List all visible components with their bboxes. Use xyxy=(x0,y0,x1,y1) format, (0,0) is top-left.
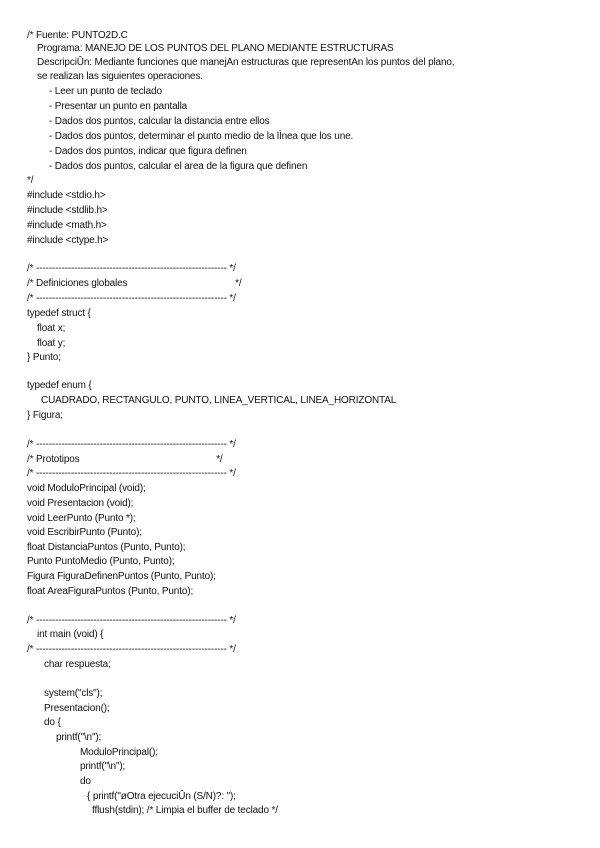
code-line: int main (void) { xyxy=(37,629,104,640)
code-line: CUADRADO, RECTANGULO, PUNTO, LINEA_VERTICAL, LINEA_HORIZONTAL xyxy=(41,395,397,406)
code-line: typedef struct { xyxy=(27,308,91,319)
code-line: - Dados dos puntos, determinar el punto medio de la lÌnea que los une. xyxy=(49,131,354,142)
code-line: - Dados dos puntos, calcular la distancia entre ellos xyxy=(49,116,270,127)
code-line: DescripciÛn: Mediante funciones que manejAn estructuras que representAn los puntos del plano, xyxy=(37,57,455,68)
code-line: /* ------------------------------------------------------------ */ xyxy=(27,615,236,626)
code-line: void LeerPunto (Punto *); xyxy=(27,513,136,524)
code-line: float DistanciaPuntos (Punto, Punto); xyxy=(27,542,186,553)
code-line: float x; xyxy=(37,323,66,334)
code-line: void EscribirPunto (Punto); xyxy=(27,527,142,538)
code-line: se realizan las siguientes operaciones. xyxy=(37,71,203,82)
code-line: #include <ctype.h> xyxy=(27,235,109,246)
code-line: Figura FiguraDefinenPuntos (Punto, Punto); xyxy=(27,571,216,582)
code-line: - Dados dos puntos, calcular el area de la figura que definen xyxy=(49,161,308,172)
code-line: Presentacion(); xyxy=(44,703,110,714)
code-line: - Leer un punto de teclado xyxy=(49,86,162,97)
code-line: } Figura; xyxy=(27,410,63,421)
code-line: typedef enum { xyxy=(27,380,92,391)
code-line: /* ------------------------------------------------------------ */ xyxy=(27,263,236,274)
code-line: } Punto; xyxy=(27,352,61,363)
code-line: */ xyxy=(27,175,34,186)
code-line: char respuesta; xyxy=(44,659,111,670)
code-line: float AreaFiguraPuntos (Punto, Punto); xyxy=(27,586,194,597)
code-line: void ModuloPrincipal (void); xyxy=(27,483,146,494)
code-line: /* ------------------------------------------------------------ */ xyxy=(27,439,236,450)
code-line: fflush(stdin); /* Limpia el buffer de teclado */ xyxy=(92,805,278,816)
code-line: ModuloPrincipal(); xyxy=(80,747,158,758)
code-line: Punto PuntoMedio (Punto, Punto); xyxy=(27,556,175,567)
code-line: printf("\n"); xyxy=(56,732,102,743)
code-line: /* ------------------------------------------------------------ */ xyxy=(27,644,236,655)
code-line: Programa: MANEJO DE LOS PUNTOS DEL PLANO MEDIANTE ESTRUCTURAS xyxy=(37,43,394,54)
code-line: float y; xyxy=(37,338,66,349)
code-line: system("cls"); xyxy=(44,688,103,699)
code-line: - Presentar un punto en pantalla xyxy=(49,101,188,112)
code-line: /* ------------------------------------------------------------ */ xyxy=(27,293,236,304)
code-line: /* ------------------------------------------------------------ */ xyxy=(27,468,236,479)
code-line: /* Definiciones globales */ xyxy=(27,278,242,289)
code-line: /* Prototipos */ xyxy=(27,454,223,465)
code-line: do xyxy=(80,776,91,787)
code-line: /* Fuente: PUNTO2D.C xyxy=(27,30,128,41)
code-line: printf("\n"); xyxy=(80,761,126,772)
code-line: #include <stdio.h> xyxy=(27,190,106,201)
code-line: { printf("øOtra ejecuciÛn (S/N)?: "); xyxy=(87,791,236,802)
code-line: #include <stdlib.h> xyxy=(27,205,108,216)
code-line: void Presentacion (void); xyxy=(27,498,134,509)
code-line: do { xyxy=(44,717,61,728)
code-line: - Dados dos puntos, indicar que figura definen xyxy=(49,146,247,157)
code-line: #include <math.h> xyxy=(27,220,107,231)
